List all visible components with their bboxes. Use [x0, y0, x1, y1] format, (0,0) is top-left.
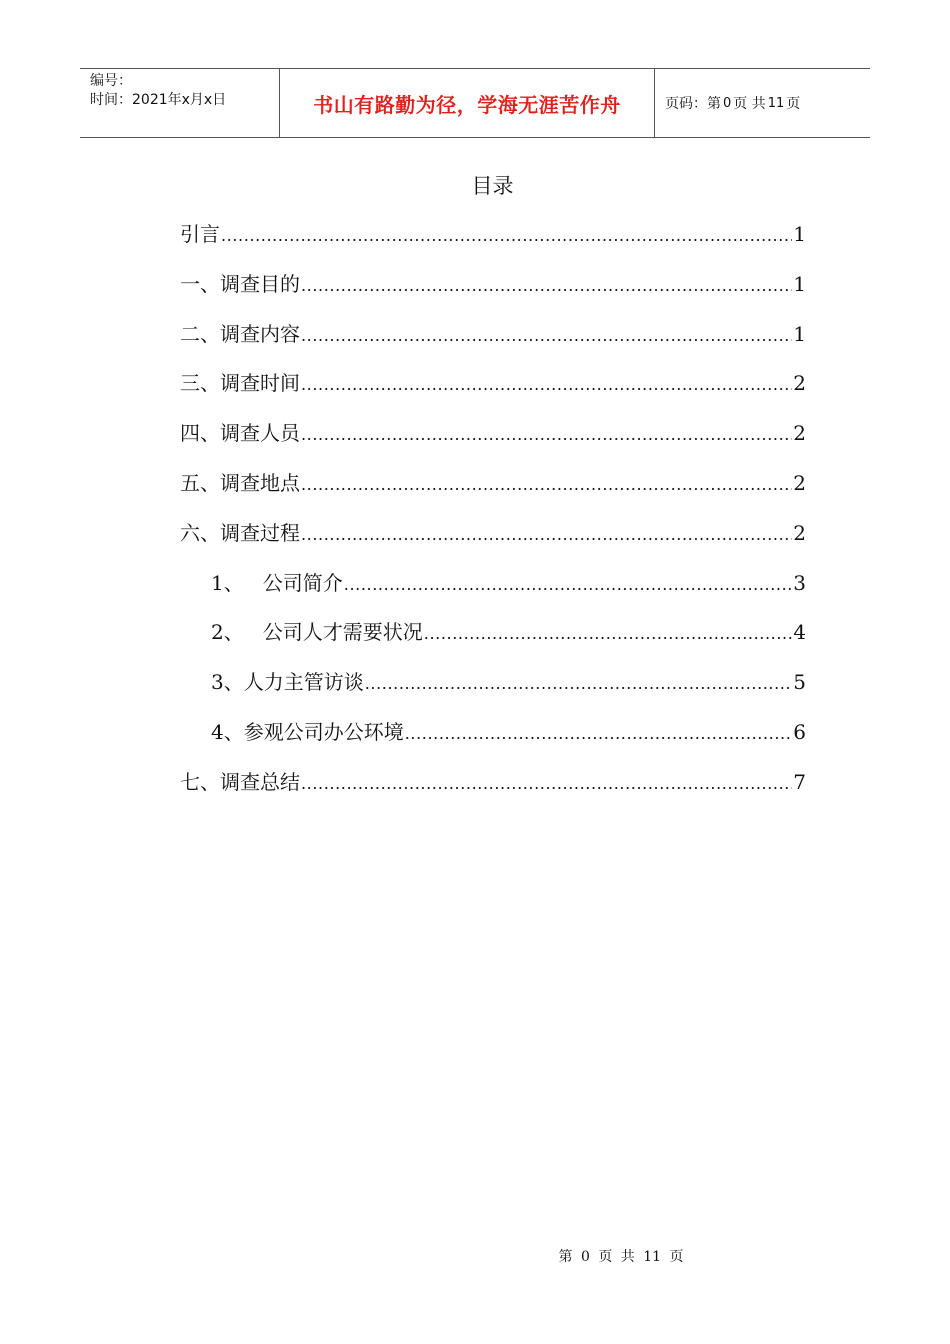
date-label: 时间：2021年x月x日	[90, 92, 227, 108]
toc-item[interactable]	[180, 268, 806, 318]
toc-item[interactable]	[180, 467, 806, 517]
header-page-suffix: 页	[786, 96, 801, 112]
toc-leader-dots	[301, 369, 792, 401]
toc-item-label: 4、参观公司办公环境	[211, 719, 404, 744]
toc-leader-dots	[405, 718, 793, 750]
toc-item-page: 2	[793, 520, 806, 545]
toc-subitem[interactable]	[180, 616, 806, 666]
header-page-mid: 页 共	[733, 96, 766, 112]
toc-item-label: 1、 公司简介	[211, 570, 343, 595]
page-footer	[0, 1246, 950, 1266]
toc-leader-dots	[301, 320, 792, 352]
toc-item-page: 1	[793, 222, 806, 246]
toc-subitem[interactable]	[180, 567, 806, 617]
toc-item-page: 2	[793, 421, 806, 446]
table-of-contents	[180, 218, 806, 816]
toc-leader-dots	[301, 270, 792, 302]
toc-item-label: 3、人力主管访谈	[211, 670, 364, 695]
toc-item[interactable]	[180, 218, 806, 268]
toc-item-label: 七、调查总结	[180, 769, 300, 794]
toc-leader-dots	[301, 419, 792, 451]
footer-mid1: 页	[598, 1249, 613, 1265]
page-header	[80, 68, 870, 138]
toc-item-page: 7	[793, 769, 806, 794]
toc-subitem[interactable]	[180, 666, 806, 716]
toc-item-page: 1	[793, 271, 806, 296]
toc-item-label: 2、 公司人才需要状况	[211, 620, 423, 645]
toc-item-label: 四、调查人员	[180, 421, 300, 446]
toc-item[interactable]	[180, 517, 806, 567]
header-page-prefix: 页码：第	[665, 96, 721, 112]
toc-item[interactable]	[180, 417, 806, 467]
header-motto: 书山有路勤为径，学海无涯苦作舟	[280, 69, 655, 137]
header-page-total: 11	[767, 95, 785, 111]
footer-mid2: 共	[620, 1249, 635, 1265]
toc-item-label: 二、调查内容	[180, 321, 300, 346]
toc-leader-dots	[424, 618, 792, 650]
toc-leader-dots	[301, 469, 792, 501]
footer-suffix: 页	[669, 1249, 684, 1265]
toc-item-page: 3	[793, 570, 806, 595]
toc-item-page: 6	[793, 719, 806, 744]
toc-item-label: 六、调查过程	[180, 520, 300, 545]
toc-leader-dots	[365, 668, 793, 700]
toc-item-label: 五、调查地点	[180, 470, 300, 495]
footer-page-total: 11	[643, 1249, 662, 1265]
toc-item-page: 2	[793, 470, 806, 495]
toc-item-label: 三、调查时间	[180, 371, 300, 396]
toc-leader-dots	[301, 768, 792, 800]
toc-item[interactable]	[180, 367, 806, 417]
toc-item-label: 引言	[180, 222, 220, 246]
header-page-info	[655, 69, 870, 137]
footer-prefix: 第	[558, 1249, 573, 1265]
toc-item-label: 一、调查目的	[180, 271, 300, 296]
toc-item-page: 4	[793, 620, 806, 645]
toc-item-page: 1	[793, 321, 806, 346]
header-page-current: 0	[723, 95, 732, 111]
toc-item[interactable]	[180, 766, 806, 816]
toc-item-page: 2	[793, 371, 806, 396]
header-meta	[80, 69, 280, 137]
toc-leader-dots	[344, 569, 792, 601]
footer-page-current: 0	[580, 1249, 590, 1265]
toc-leader-dots	[221, 220, 792, 252]
toc-title: 目录	[471, 174, 514, 198]
toc-leader-dots	[301, 519, 792, 551]
toc-item-page: 5	[793, 670, 806, 695]
toc-subitem[interactable]	[180, 716, 806, 766]
serial-label: 编号：	[90, 73, 132, 89]
toc-item[interactable]	[180, 318, 806, 368]
